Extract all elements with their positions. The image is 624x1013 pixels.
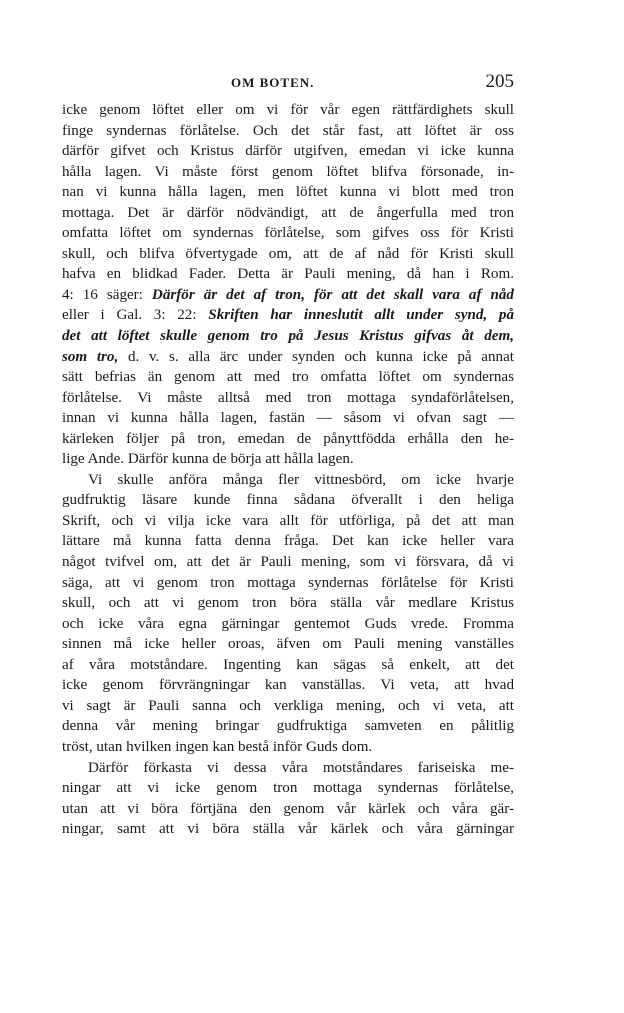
- text-line: [62, 449, 514, 470]
- text-line: [62, 696, 514, 717]
- text-segment: skull, och blifva öfvertygade om, att de af nåd för Kristi skull: [62, 245, 514, 262]
- text-line: [62, 614, 514, 635]
- text-segment: sinnen må icke heller oroas, äfven om Pauli mening vanställes: [62, 636, 514, 653]
- text-segment: skull, och att vi genom tron böra ställa vår medlare Kristus: [62, 595, 514, 612]
- text-segment: 4: 16 säger:: [62, 286, 152, 303]
- text-segment: ningar, samt att vi böra ställa vår kärlek och våra gärningar: [62, 821, 514, 838]
- text-segment: tröst, utan hvilken ingen kan bestå inför Guds dom.: [62, 738, 373, 755]
- text-line: [62, 141, 514, 162]
- text-segment: lättare må kunna fatta denna fråga. Det kan icke heller vara: [62, 533, 514, 550]
- text-segment: d. v. s. alla ärc under synden och kunna icke på annat: [118, 348, 514, 365]
- text-segment: innan vi kunna hålla lagen, fastän — såsom vi ofvan sagt —: [62, 410, 514, 427]
- text-segment: förlåtelse. Vi måste alltså med tron mottaga syndaförlåtelsen,: [62, 389, 514, 406]
- text-line: [62, 758, 514, 779]
- text-line: [62, 470, 514, 491]
- text-segment: eller i Gal. 3: 22:: [62, 307, 209, 324]
- text-segment: omfatta löftet om syndernas förlåtelse, som gifves oss för Kristi: [62, 225, 514, 242]
- text-line: [62, 675, 514, 696]
- text-line: [62, 388, 514, 409]
- running-title: OM BOTEN.: [231, 75, 315, 90]
- text-segment: nan vi kunna hålla lagen, men löftet kunna vi blott med tron: [62, 184, 514, 201]
- page-number: 205: [485, 71, 514, 92]
- italic-quotation: som tro,: [62, 348, 119, 365]
- text-line: [62, 182, 514, 203]
- italic-quotation: Skriften har inneslutit allt under synd, på: [208, 307, 515, 324]
- text-line: [62, 655, 514, 676]
- text-segment: lige Ande. Därför kunna de börja att hålla lagen.: [62, 451, 354, 468]
- text-line: [62, 203, 514, 224]
- text-line: [62, 264, 514, 285]
- text-segment: därför gifvet och Kristus därför utgifven, emedan vi icke kunna: [62, 143, 514, 160]
- text-segment: af våra motståndare. Ingenting kan sägas så enkelt, att det: [62, 656, 514, 673]
- text-line: [62, 778, 514, 799]
- text-segment: och icke våra egna gärningar gentemot Guds vrede. Fromma: [62, 615, 514, 632]
- text-segment: icke genom löftet eller om vi för vår egen rättfärdighets skull: [62, 102, 514, 118]
- text-line: [62, 531, 514, 552]
- text-line: [62, 799, 514, 820]
- text-line: [62, 121, 514, 142]
- text-line: [62, 285, 514, 306]
- italic-quotation: Därför är det af tron, för att det skall vara af nåd: [151, 286, 514, 303]
- text-segment: ningar att vi icke genom tron mottaga syndernas förlåtelse,: [62, 780, 514, 797]
- text-segment: hafva en blidkad Fader. Detta är Pauli mening, då han i Rom.: [62, 266, 514, 283]
- text-line: [62, 305, 514, 326]
- text-line: [62, 819, 514, 840]
- text-line: [62, 367, 514, 388]
- text-segment: kärleken följer på tron, emedan de pånyttfödda erhålla den he-: [62, 430, 514, 447]
- text-segment: säga, att vi genom tron mottaga syndernas förlåtelse för Kristi: [62, 574, 514, 591]
- text-line: [62, 716, 514, 737]
- text-line: [62, 100, 514, 121]
- text-line: [62, 223, 514, 244]
- text-line: [62, 326, 514, 347]
- text-line: [62, 162, 514, 183]
- text-segment: hålla lagen. Vi måste först genom löftet blifva försonade, in-: [62, 163, 514, 180]
- italic-quotation: det att löftet skulle genom tro på Jesus Kristus gifvas åt dem,: [62, 328, 514, 345]
- text-line: [62, 573, 514, 594]
- text-segment: vi sagt är Pauli sanna och verkliga mening, och vi veta, att: [62, 697, 514, 714]
- text-line: [62, 408, 514, 429]
- text-segment: gudfruktig läsare kunde finna sådana öfverallt i den heliga: [62, 492, 514, 509]
- text-segment: sätt befrias än genom att med tro omfatta löftet om syndernas: [62, 369, 514, 386]
- text-line: [62, 347, 514, 368]
- body-text: [62, 100, 514, 840]
- text-line: [62, 429, 514, 450]
- text-segment: finge syndernas förlåtelse. Och det står fast, att löftet är oss: [62, 122, 514, 139]
- text-segment: mottaga. Det är därför nödvändigt, att de ångerfulla med tron: [62, 204, 514, 221]
- text-line: [62, 552, 514, 573]
- text-line: [62, 490, 514, 511]
- text-segment: denna vår mening bringar gudfruktiga samveten en pålitlig: [62, 718, 514, 735]
- text-line: [62, 593, 514, 614]
- text-segment: Skrift, och vi vilja icke vara allt för utförliga, på det att man: [62, 512, 514, 529]
- text-line: [62, 634, 514, 655]
- text-segment: utan att vi böra förtjäna den genom vår kärlek och våra gär-: [62, 800, 514, 817]
- text-segment: icke genom förvrängningar kan vanställas. Vi veta, att hvad: [62, 677, 514, 694]
- text-line: [62, 737, 514, 758]
- text-line: [62, 244, 514, 265]
- text-segment: Vi skulle anföra många fler vittnesbörd, om icke hvarje: [88, 471, 514, 488]
- page-header: [62, 71, 514, 95]
- text-segment: något tvifvel om, att det är Pauli mening, som vi försvara, då vi: [62, 554, 514, 571]
- text-line: [62, 511, 514, 532]
- text-segment: Därför förkasta vi dessa våra motståndares fariseiska me-: [88, 759, 514, 776]
